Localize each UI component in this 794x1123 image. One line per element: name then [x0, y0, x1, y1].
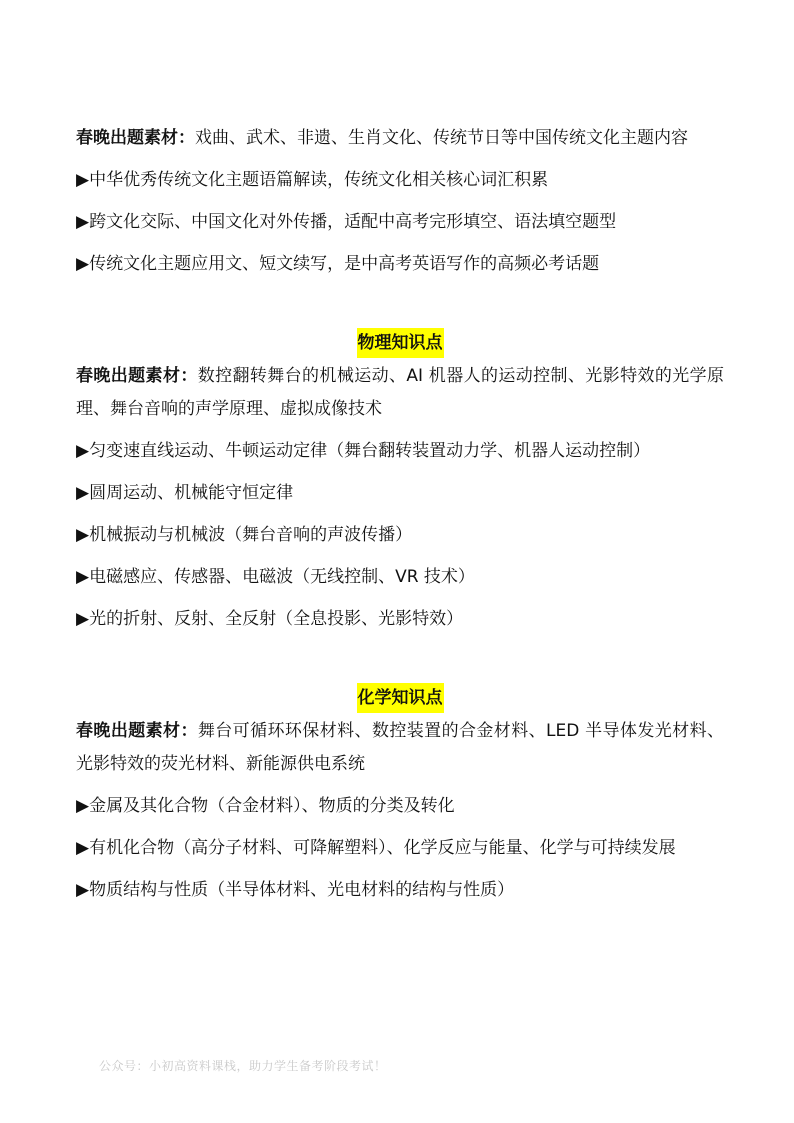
bullet-item: ▶电磁感应、传感器、电磁波（无线控制、VR 技术）: [76, 567, 475, 587]
material-text: 舞台可循环环保材料、数控装置的合金材料、LED 半导体发光材料、光影特效的荧光材料、新能源供电系统: [76, 721, 724, 774]
material-label: 春晚出题素材：: [76, 366, 198, 386]
bullet-item: ▶有机化合物（高分子材料、可降解塑料）、化学反应与能量、化学与可持续发展: [76, 838, 676, 858]
section-chemistry: [76, 681, 724, 907]
material-paragraph: [76, 360, 724, 426]
bullet-item: ▶匀变速直线运动、牛顿运动定律（舞台翻转装置动力学、机器人运动控制）: [76, 441, 651, 461]
bullet-item: ▶物质结构与性质（半导体材料、光电材料的结构与性质）: [76, 880, 515, 900]
material-paragraph: [76, 715, 724, 781]
section-title-physics: 物理知识点: [357, 328, 444, 358]
material-text: 戏曲、武术、非遗、生肖文化、传统节日等中国传统文化主题内容: [195, 128, 688, 148]
bullet-item: ▶传统文化主题应用文、短文续写，是中高考英语写作的高频必考话题: [76, 254, 600, 274]
section-physics: [76, 326, 724, 636]
bullet-item: ▶光的折射、反射、全反射（全息投影、光影特效）: [76, 609, 464, 629]
material-label: 春晚出题素材：: [76, 128, 195, 148]
document-body: [76, 122, 724, 916]
footer-watermark: 公众号：小初高资料课栈，助力学生备考阶段考试！: [99, 1059, 387, 1073]
material-paragraph: [76, 122, 724, 155]
bullet-item: ▶跨文化交际、中国文化对外传播，适配中高考完形填空、语法填空题型: [76, 212, 617, 232]
material-text: 数控翻转舞台的机械运动、AI 机器人的运动控制、光影特效的光学原理、舞台音响的声学原理、虚拟成像技术: [76, 366, 725, 419]
material-label: 春晚出题素材：: [76, 721, 198, 741]
section-title-chemistry: 化学知识点: [357, 683, 444, 713]
bullet-item: ▶中华优秀传统文化主题语篇解读，传统文化相关核心词汇积累: [76, 170, 549, 190]
bullet-item: ▶机械振动与机械波（舞台音响的声波传播）: [76, 525, 413, 545]
section-english: [76, 122, 724, 281]
bullet-item: ▶圆周运动、机械能守恒定律: [76, 483, 294, 503]
bullet-item: ▶金属及其化合物（合金材料）、物质的分类及转化: [76, 796, 455, 816]
